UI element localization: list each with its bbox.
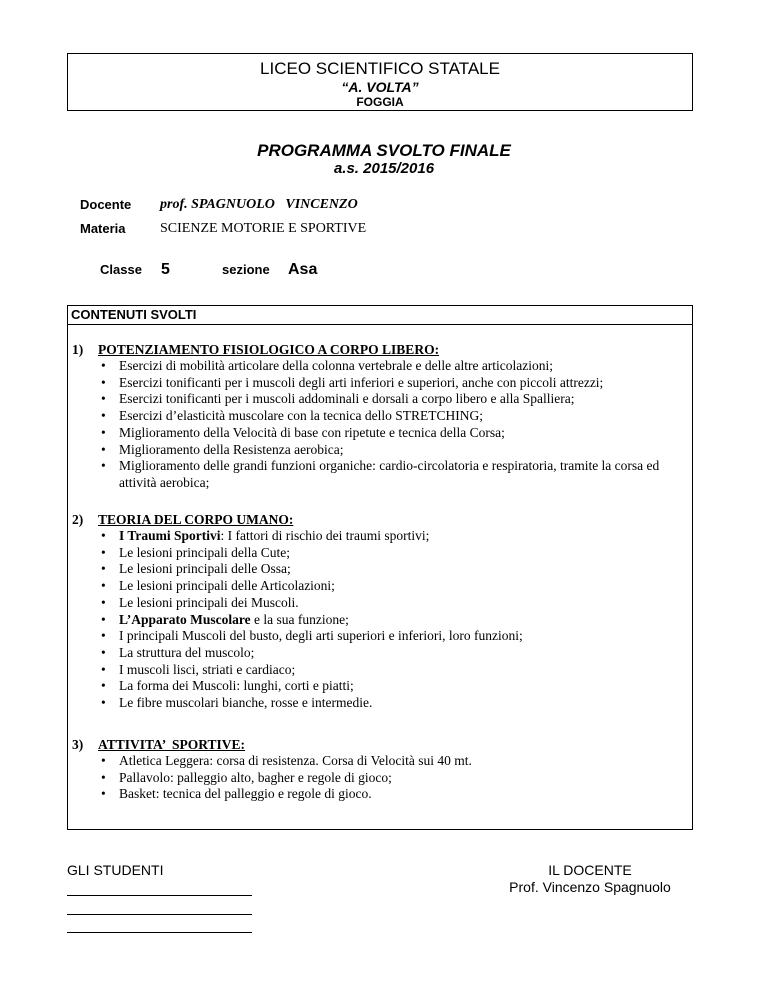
bullet-icon: •	[101, 769, 106, 785]
bullet-icon: •	[101, 424, 106, 440]
signature-line	[67, 932, 252, 933]
bullet-icon: •	[101, 611, 106, 627]
list-item: • Esercizi tonificanti per i muscoli addominali e dorsali a corpo libero e alla Spalliera;	[101, 391, 575, 407]
list-item: • I principali Muscoli del busto, degli arti superiori e inferiori, loro funzioni;	[101, 628, 523, 644]
list-item: • Le lesioni principali delle Ossa;	[101, 561, 291, 577]
list-item: • Le lesioni principali delle Articolazioni;	[101, 578, 335, 594]
bullet-icon: •	[101, 528, 106, 543]
section-heading: ATTIVITA’ SPORTIVE:	[98, 737, 246, 752]
bullet-icon: •	[101, 408, 106, 424]
bullet-icon: •	[101, 391, 106, 407]
school-city: FOGGIA	[356, 95, 404, 109]
section-title	[68, 511, 692, 528]
list-item: • I muscoli lisci, striati e cardiaco;	[101, 661, 296, 677]
bullet-icon: •	[101, 786, 106, 802]
list-item: • Esercizi tonificanti per i muscoli degli arti inferiori e superiori, anche con piccoli attrezzi;	[101, 374, 604, 390]
school-name: LICEO SCIENTIFICO STATALE	[260, 59, 500, 78]
list-item: • Miglioramento della Velocità di base con ripetute e tecnica della Corsa;	[101, 424, 505, 440]
bullet-icon: •	[101, 578, 106, 594]
section-number: 1)	[72, 342, 84, 357]
bullet-icon: •	[101, 458, 106, 474]
section-3	[68, 736, 692, 803]
section-number: 2)	[72, 512, 84, 527]
list-item: • Miglioramento delle grandi funzioni organiche: cardio-circolatoria e respiratoria, tramite la corsa ed attività aerobica;	[101, 458, 660, 490]
content-box	[67, 305, 693, 830]
list-item: • Atletica Leggera: corsa di resistenza. Corsa di Velocità sui 40 mt.	[101, 753, 472, 768]
list-item: • Esercizi d’elasticità muscolare con la tecnica dello STRETCHING;	[101, 408, 483, 424]
students-label: GLI STUDENTI	[67, 862, 164, 878]
list-item: • Le lesioni principali della Cute;	[101, 544, 290, 560]
materia-label: Materia	[80, 221, 126, 236]
teacher-name: Prof. Vincenzo Spagnuolo	[509, 879, 671, 895]
school-header-box	[67, 53, 693, 111]
list-item: • Basket: tecnica del palleggio e regole di gioco.	[101, 786, 372, 802]
bullet-icon: •	[101, 441, 106, 457]
docente-label: Docente	[80, 197, 132, 212]
bullet-icon: •	[101, 358, 106, 373]
program-title: PROGRAMMA SVOLTO FINALE	[257, 141, 511, 160]
list-item: • La struttura del muscolo;	[101, 644, 255, 660]
bullet-icon: •	[101, 644, 106, 660]
sezione-label: sezione	[222, 262, 270, 277]
section-title	[68, 341, 692, 358]
docente-value: prof. SPAGNUOLO VINCENZO	[160, 197, 358, 212]
signature-line	[67, 895, 252, 896]
list-item: • I Traumi Sportivi: I fattori di rischio dei traumi sportivi;	[101, 528, 430, 543]
classe-value: 5	[161, 261, 170, 278]
list-item: • Pallavolo: palleggio alto, bagher e regole di gioco;	[101, 769, 392, 785]
list-item: • Le fibre muscolari bianche, rosse e intermedie.	[101, 695, 373, 711]
signature-line	[67, 914, 252, 915]
list-item: • La forma dei Muscoli: lunghi, corti e piatti;	[101, 678, 354, 694]
list-item: • Le lesioni principali dei Muscoli.	[101, 594, 299, 610]
bullet-icon: •	[101, 753, 106, 768]
materia-value: SCIENZE MOTORIE E SPORTIVE	[160, 221, 367, 236]
bullet-icon: •	[101, 594, 106, 610]
bullet-icon: •	[101, 544, 106, 560]
program-year: a.s. 2015/2016	[333, 160, 435, 177]
section-title	[68, 736, 692, 753]
section-heading: TEORIA DEL CORPO UMANO:	[98, 512, 294, 527]
bullet-icon: •	[101, 661, 106, 677]
list-item: • L’Apparato Muscolare e la sua funzione;	[101, 611, 349, 627]
section-number: 3)	[72, 737, 84, 752]
school-subtitle: “A. VOLTA”	[341, 79, 419, 95]
list-item: • Esercizi di mobilità articolare della colonna vertebrale e delle altre articolazioni;	[101, 358, 554, 373]
section-heading: POTENZIAMENTO FISIOLOGICO A CORPO LIBERO:	[98, 342, 440, 357]
section-2	[68, 511, 692, 712]
bullet-icon: •	[101, 695, 106, 711]
classe-label: Classe	[100, 262, 142, 277]
list-item: • Miglioramento della Resistenza aerobica;	[101, 441, 344, 457]
bullet-icon: •	[101, 374, 106, 390]
bullet-icon: •	[101, 628, 106, 644]
bullet-icon: •	[101, 678, 106, 694]
bullet-icon: •	[101, 561, 106, 577]
teacher-label: IL DOCENTE	[548, 862, 632, 878]
sezione-value: Asa	[288, 261, 318, 278]
section-1	[68, 341, 692, 492]
content-header: CONTENUTI SVOLTI	[68, 306, 692, 325]
